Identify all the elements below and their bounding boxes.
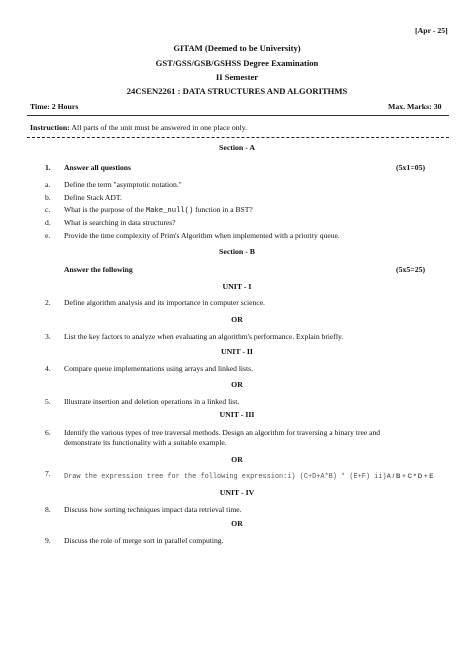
question-number: 6.	[45, 428, 51, 437]
or-separator: OR	[231, 380, 243, 389]
question-7	[64, 471, 433, 481]
question-1c-text-end: function in a BST?	[193, 205, 253, 214]
or-separator: OR	[231, 315, 243, 324]
question-4: Compare queue implementations using arrays and linked lists.	[64, 364, 253, 373]
or-separator: OR	[231, 519, 243, 528]
or-separator: OR	[231, 455, 243, 464]
question-6-line-2: demonstrate its functionality with a suitable example.	[64, 438, 227, 447]
question-number: 3.	[45, 332, 51, 341]
instruction	[30, 123, 247, 132]
question-number: 4.	[45, 364, 51, 373]
university-name: GITAM (Deemed to be University)	[173, 43, 301, 53]
item-label: a.	[45, 180, 51, 189]
unit-1-title: UNIT - I	[222, 282, 252, 291]
section-b-title: Section - B	[219, 247, 255, 256]
question-number: 8.	[45, 505, 51, 514]
question-6-line-1: Identify the various types of tree traversal methods. Design an algorithm for traversing a binary tree and	[64, 428, 381, 437]
question-number: 7.	[45, 469, 51, 478]
question-1c-text-start: What is the purpose of the	[64, 205, 146, 214]
item-label: c.	[45, 205, 51, 214]
section-a-title: Section - A	[219, 143, 255, 152]
question-1a: Define the term "asymptotic notation."	[64, 180, 182, 189]
semester: II Semester	[215, 72, 259, 82]
question-1d: What is searching in data structures?	[64, 218, 176, 227]
unit-4-title: UNIT - IV	[219, 488, 255, 497]
question-number: 9.	[45, 536, 51, 545]
section-a-heading: Answer all questions	[64, 163, 131, 172]
question-1-number: 1.	[45, 163, 51, 172]
max-marks: Max. Marks: 30	[388, 102, 442, 111]
section-b-marks: (5x5=25)	[396, 265, 426, 274]
instruction-text: All parts of the unit must be answered in one place only.	[71, 123, 248, 132]
question-9: Discuss the role of merge sort in parallel computing.	[64, 536, 224, 545]
exam-time: Time: 2 Hours	[30, 102, 79, 111]
unit-2-title: UNIT - II	[221, 347, 253, 356]
paper-tag: [Apr - 25]	[415, 26, 448, 35]
question-5: Illustrate insertion and deletion operations in a linked list.	[64, 397, 240, 406]
question-3: List the key factors to analyze when evaluating an algorithm's performance. Explain briefly.	[64, 332, 344, 341]
question-1e: Provide the time complexity of Prim's Algorithm when implemented with a priority queue.	[64, 231, 340, 240]
question-number: 2.	[45, 298, 51, 307]
unit-3-title: UNIT - III	[219, 410, 255, 419]
item-label: b.	[45, 193, 51, 202]
question-1b: Define Stack ADT.	[64, 193, 122, 202]
question-7-text: Draw the expression tree for the following expression:i) (C+D+A*B) * (E+F) ii)	[64, 473, 387, 481]
course-title: 24CSEN2261 : DATA STRUCTURES AND ALGORITHMS	[126, 86, 348, 96]
expression-text: A / B + C * D + E	[386, 473, 434, 480]
question-8: Discuss how sorting techniques impact data retrieval time.	[64, 505, 242, 514]
divider	[27, 115, 449, 116]
question-1c	[64, 205, 253, 215]
question-2: Define algorithm analysis and its importance in computer science.	[64, 298, 265, 307]
item-label: d.	[45, 218, 51, 227]
function-name-code: Make_null()	[145, 207, 194, 215]
exam-title: GST/GSS/GSB/GSHSS Degree Examination	[155, 58, 319, 68]
section-b-heading: Answer the following	[64, 265, 133, 274]
item-label: e.	[45, 231, 51, 240]
instruction-label: Instruction:	[30, 123, 70, 132]
section-a-marks: (5x1=05)	[396, 163, 426, 172]
dashed-divider	[27, 137, 449, 138]
question-number: 5.	[45, 397, 51, 406]
